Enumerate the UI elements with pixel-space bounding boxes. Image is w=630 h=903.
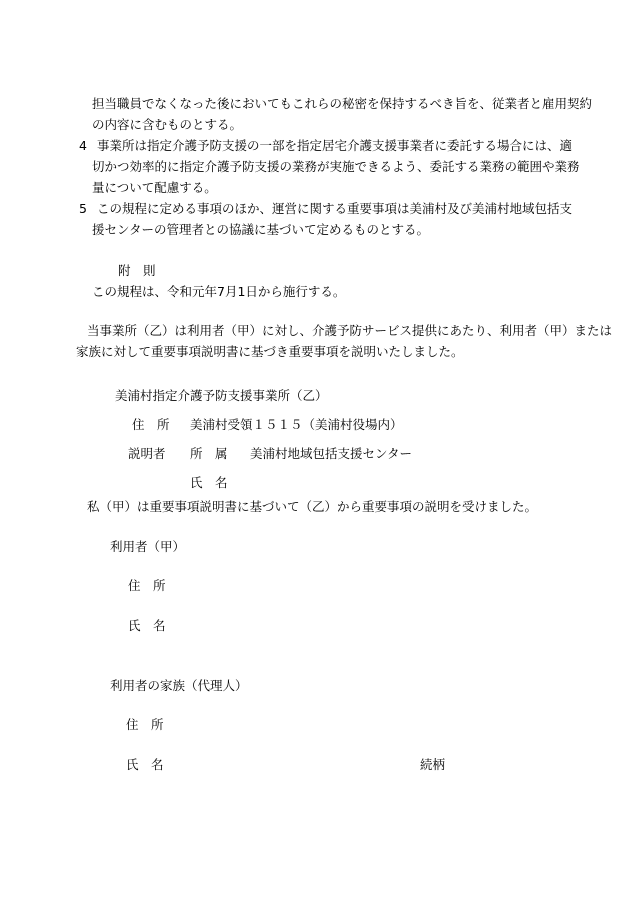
clause-5-line-1: この規程に定める事項のほか、運営に関する重要事項は美浦村及び美浦村地域包括支 xyxy=(97,201,573,216)
clause-4-line-1: 事業所は指定介護予防支援の一部を指定居宅介護支援事業者に委託する場合には、適 xyxy=(97,138,573,153)
receipt-text: 私（甲）は重要事項説明書に基づいて（乙）から重要事項の説明を受けました。 xyxy=(87,499,538,514)
provider-address-label: 住 所 xyxy=(132,417,170,432)
family-heading: 利用者の家族（代理人） xyxy=(110,678,248,693)
provider-affiliation-value: 美浦村地域包括支援センター xyxy=(250,446,413,461)
provider-name: 美浦村指定介護予防支援事業所（乙） xyxy=(115,388,328,403)
family-address-label: 住 所 xyxy=(126,717,164,732)
family-name-label: 氏 名 xyxy=(126,757,164,772)
clause-4-line-2: 切かつ効率的に指定介護予防支援の業務が実施できるよう、委託する業務の範囲や業務 xyxy=(92,159,580,174)
continuation-line-1: 担当職員でなくなった後においてもこれらの秘密を保持するべき旨を、従業者と雇用契約 xyxy=(92,96,593,111)
supplementary-heading: 附 則 xyxy=(118,263,156,278)
clause-5-line-2: 援センターの管理者との協議に基づいて定めるものとする。 xyxy=(92,222,430,237)
clause-4-number: 4 xyxy=(79,138,87,153)
clause-4-line-3: 量について配慮する。 xyxy=(92,180,217,195)
provider-explainer-label: 説明者 xyxy=(128,446,166,461)
explanation-line-1: 当事業所（乙）は利用者（甲）に対し、介護予防サービス提供にあたり、利用者（甲）または xyxy=(87,323,613,338)
explanation-line-2: 家族に対して重要事項説明書に基づき重要事項を説明いたしました。 xyxy=(76,344,464,359)
provider-address-value: 美浦村受領１５１５（美浦村役場内） xyxy=(190,417,403,432)
supplementary-text: この規程は、令和元年7月1日から施行する。 xyxy=(92,284,346,299)
family-relation-label: 続柄 xyxy=(420,757,446,772)
user-address-label: 住 所 xyxy=(128,578,166,593)
continuation-line-2: の内容に含むものとする。 xyxy=(92,117,243,132)
provider-name-label: 氏 名 xyxy=(190,475,228,490)
provider-affiliation-label: 所 属 xyxy=(190,446,228,461)
user-heading: 利用者（甲） xyxy=(110,539,186,554)
clause-5-number: 5 xyxy=(79,201,87,216)
user-name-label: 氏 名 xyxy=(128,618,166,633)
